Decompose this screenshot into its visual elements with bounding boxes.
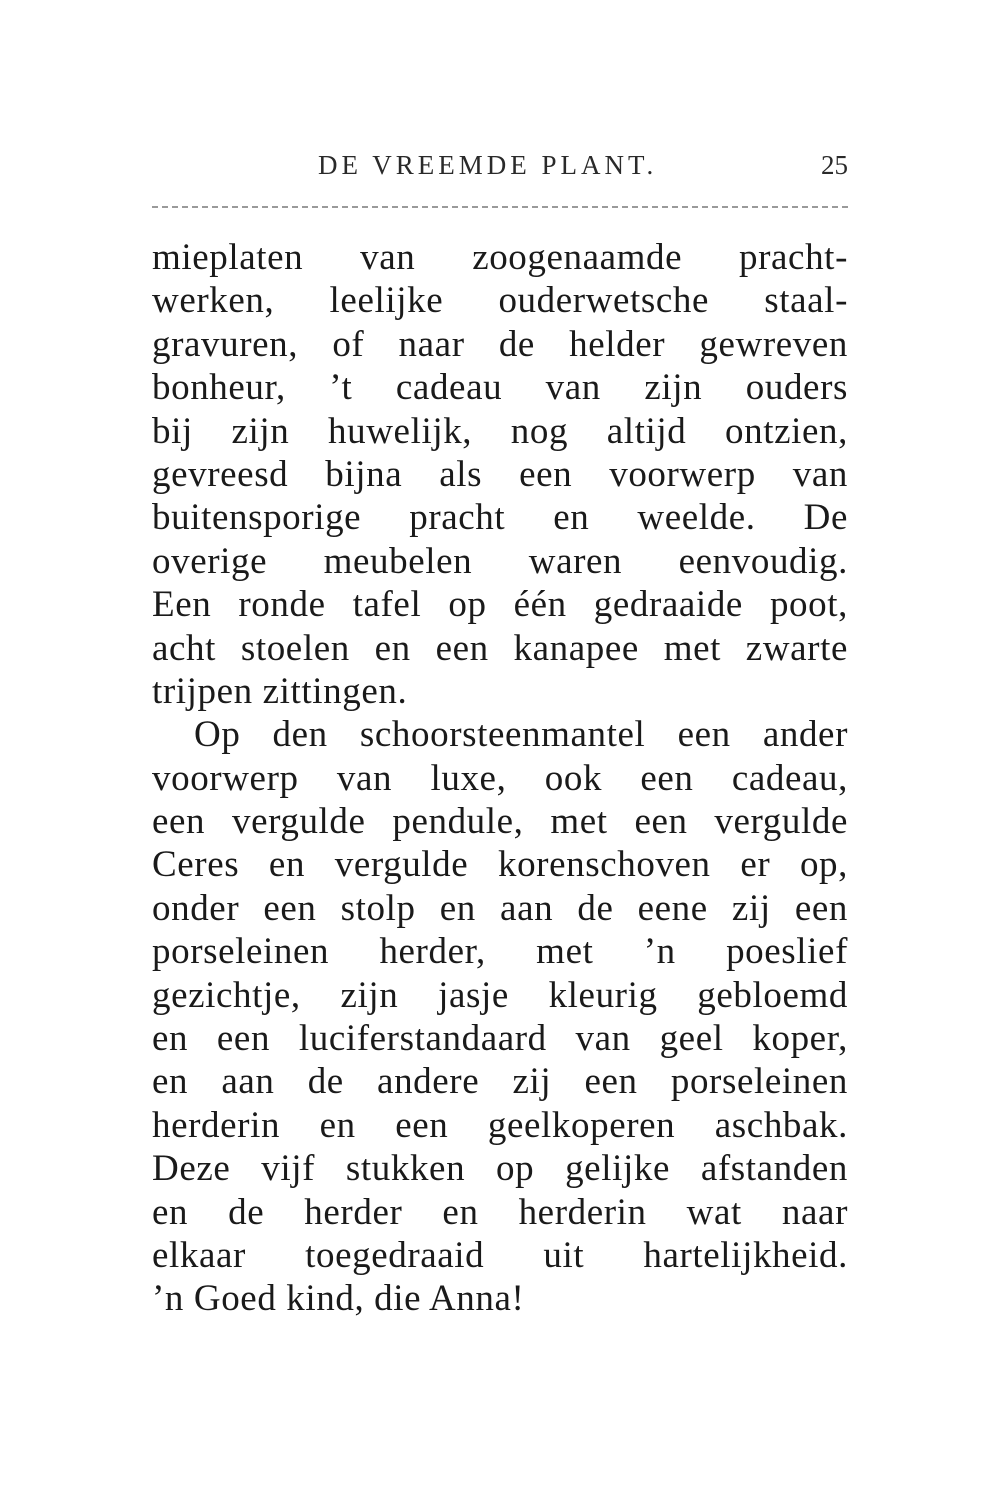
text-line: gezichtje, zijn jasje kleurig gebloemd (152, 974, 848, 1016)
text-line: elkaar toegedraaid uit hartelijkheid. (152, 1234, 848, 1276)
running-title: DE VREEMDE PLANT. (318, 150, 658, 180)
text-line: herderin en een geelkoperen aschbak. (152, 1104, 848, 1146)
text-line: Op den schoorsteenmantel een ander (194, 714, 848, 756)
text-line: overige meubelen waren eenvoudig. (152, 540, 848, 582)
body-text (152, 236, 848, 1321)
paragraph-1 (152, 236, 848, 713)
paragraph-2 (152, 713, 848, 1320)
text-line: Deze vijf stukken op gelijke afstanden (152, 1148, 848, 1190)
text-line: Ceres en vergulde korenschoven er op, (152, 844, 848, 886)
text-line: buitensporige pracht en weelde. De (152, 497, 848, 539)
page-number: 25 (821, 150, 848, 180)
text-line: en een luciferstandaard van geel koper, (152, 1018, 848, 1060)
header-rule (152, 206, 848, 208)
text-line: bij zijn huwelijk, nog altijd ontzien, (152, 410, 848, 452)
text-line: en de herder en herderin wat naar (152, 1191, 848, 1233)
text-line: een vergulde pendule, met een vergulde (152, 801, 848, 843)
text-line: gevreesd bijna als een voorwerp van (152, 453, 848, 495)
text-line: bonheur, ’t cadeau van zijn ouders (152, 367, 848, 409)
text-line: voorwerp van luxe, ook een cadeau, (152, 757, 848, 799)
text-line: trijpen zittingen. (152, 670, 408, 712)
running-head (152, 150, 848, 190)
text-line: acht stoelen en een kanapee met zwarte (152, 627, 848, 669)
text-line: en aan de andere zij een porseleinen (152, 1061, 848, 1103)
text-line: ’n Goed kind, die Anna! (152, 1278, 525, 1320)
text-line: mieplaten van zoogenaamde pracht- (152, 237, 848, 278)
text-line: gravuren, of naar de helder gewreven (152, 323, 848, 365)
text-line: Een ronde tafel op één gedraaide poot, (152, 584, 848, 626)
text-line: onder een stolp en aan de eene zij een (152, 887, 848, 929)
text-line: werken, leelijke ouderwetsche staal- (152, 280, 848, 322)
text-line: porseleinen herder, met ’n poeslief (152, 931, 848, 973)
